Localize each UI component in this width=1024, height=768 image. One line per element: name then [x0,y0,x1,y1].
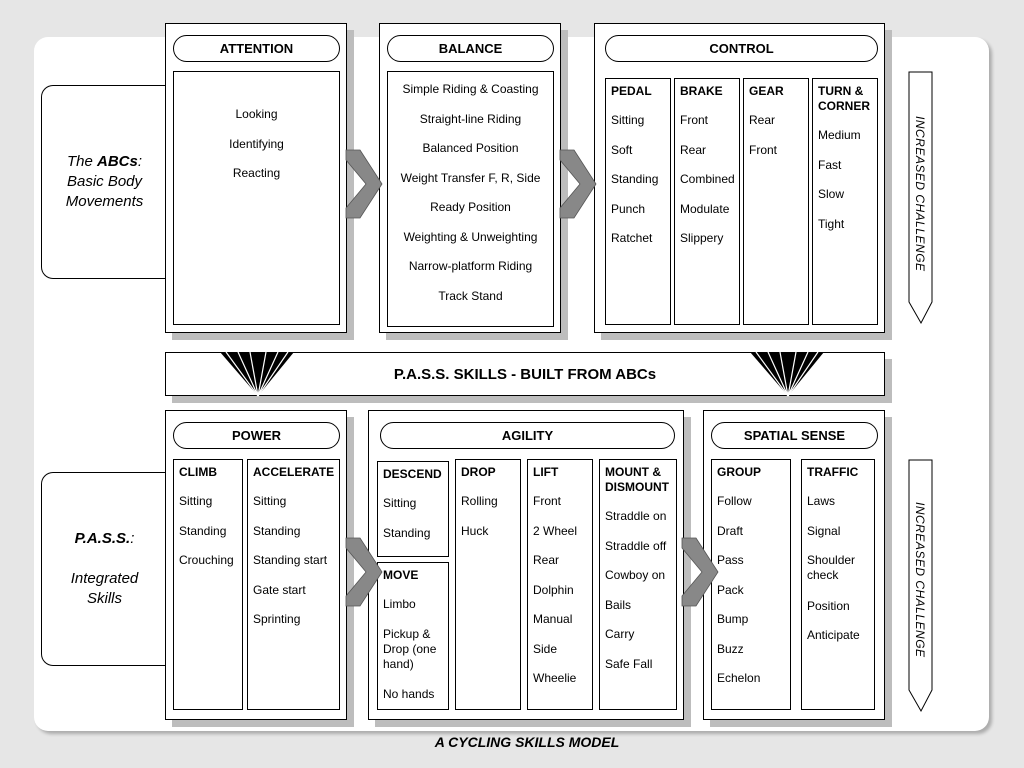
spatial-sense-title: SPATIAL SENSE [711,422,878,449]
list-item: Track Stand [438,288,503,303]
list-item: Weight Transfer F, R, Side [400,170,541,185]
flow-chevron-icon [346,150,386,218]
list-item: Identifying [229,136,284,151]
flow-chevron-icon [346,538,386,606]
list-item: Simple Riding & Coasting [402,82,539,96]
traffic-column: TRAFFIC Laws Signal Shoulder check Position Anticipate [801,459,875,710]
balance-title: BALANCE [387,35,554,62]
accelerate-column: ACCELERATE Sitting Standing Standing start Gate start Sprinting [247,459,340,710]
drop-column: DROP Rolling Huck [455,459,521,710]
control-panel [594,23,885,333]
brake-column: BRAKE Front Rear Combined Modulate Slippery [674,78,740,325]
pass-banner: P.A.S.S. SKILLS - BUILT FROM ABCs [165,352,885,396]
power-panel [165,410,347,720]
challenge-label-bottom: INCREASED CHALLENGE [913,502,927,658]
power-title: POWER [173,422,340,449]
flow-chevron-icon [560,150,600,218]
figure-caption: A CYCLING SKILLS MODEL [434,734,620,750]
agility-title: AGILITY [380,422,675,449]
list-item: Reacting [232,166,281,180]
list-item: Looking [235,107,278,121]
pass-side-label: P.A.S.S.: Integrated Skills [41,472,167,666]
list-item: Weighting & Unweighting [403,229,538,244]
gear-column: GEAR Rear Front [743,78,809,325]
list-item: Straight-line Riding [419,111,522,126]
attention-panel [165,23,347,333]
balance-panel [379,23,561,333]
attention-list [173,71,340,325]
balance-list [387,71,554,327]
spatial-sense-panel [703,410,885,720]
pedal-column: PEDAL Sitting Soft Standing Punch Ratchet [605,78,671,325]
move-column: MOVE Limbo Pickup & Drop (one hand) No hands [377,562,449,710]
agility-panel [368,410,684,720]
abcs-side-label: The ABCs: Basic Body Movements [41,85,167,279]
attention-title: ATTENTION [173,35,340,62]
list-item: Balanced Position [422,141,519,155]
challenge-label-top: INCREASED CHALLENGE [913,116,927,272]
lift-column: LIFT Front 2 Wheel Rear Dolphin Manual Side Wheelie [527,459,593,710]
funnel-right-icon [748,352,828,396]
flow-chevron-icon [682,538,722,606]
list-item: Narrow-platform Riding [408,259,533,273]
descend-column: DESCEND Sitting Standing [377,461,449,557]
control-title: CONTROL [605,35,878,62]
turn-corner-column: TURN & CORNER Medium Fast Slow Tight [812,78,878,325]
mount-dismount-column: MOUNT & DISMOUNT Straddle on Straddle off Cowboy on Bails Carry Safe Fall [599,459,677,710]
group-column: GROUP Follow Draft Pass Pack Bump Buzz Echelon [711,459,791,710]
climb-column: CLIMB Sitting Standing Crouching [173,459,243,710]
funnel-left-icon [218,352,298,396]
list-item: Ready Position [430,200,511,214]
